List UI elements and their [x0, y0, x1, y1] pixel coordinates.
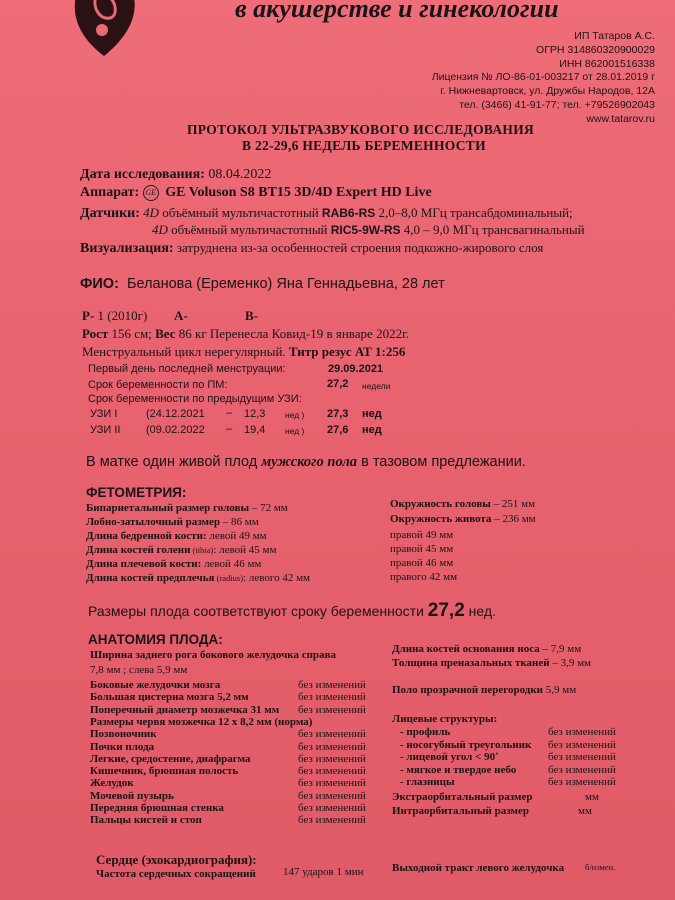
r-label: Р- [82, 308, 95, 323]
anatomy-row-value: без изменений [298, 765, 366, 778]
exam-date-label: Дата исследования: [80, 167, 205, 182]
weight-label: Вес [155, 326, 176, 341]
fetus-line [86, 454, 526, 471]
summary-unit: нед. [464, 603, 496, 619]
anatomy-row-label: Поперечный диаметр мозжечка 31 мм [90, 703, 280, 716]
anatomy-row-label: Кишечник, брюшная полость [90, 765, 239, 778]
fetometry-value: : левого 42 мм [243, 572, 310, 584]
fetometry-label: Окружность головы [390, 498, 491, 510]
fetometry-note: (radius) [214, 573, 244, 583]
uzi-now-unit: нед [362, 424, 382, 436]
anatomy-row-label: Мочевой пузырь [90, 789, 174, 802]
anatomy-row-value: без изменений [298, 691, 366, 704]
device-value: GE Voluson S8 BT15 3D/4D Expert HD Live [165, 185, 432, 201]
fetometry-left-1 [86, 502, 288, 514]
face-row-value: без изменений [548, 738, 616, 751]
anatomy-row-value: без изменений [298, 703, 366, 716]
summary-text: Размеры плода соответствуют сроку беременности [88, 603, 428, 619]
fetometry-value: : левой 45 мм [213, 544, 277, 556]
summary-value: 27,2 [427, 600, 465, 621]
exam-date-value: 08.04.2022 [208, 167, 272, 182]
pm-value: 27,2 [327, 378, 349, 390]
face-row-label: - глазницы [400, 776, 455, 788]
prenasal-row [392, 657, 591, 669]
sensor1-model: RAB6-RS [321, 206, 376, 220]
intra-label: Интраорбитальный размер [392, 805, 530, 817]
anatomy-row-label: Большая цистерна мозга 5,2 мм [90, 691, 249, 704]
intra-value: мм [578, 805, 592, 817]
heart-title: Сердце (эхокардиография): [96, 852, 257, 867]
fetometry-left-2 [86, 516, 259, 528]
weight-value: 86 кг Перенесла Ковид-19 в январе 2022г. [175, 326, 410, 341]
doc-title-line-2: В 22-29,6 НЕДЕЛЬ БЕРЕМЕННОСТИ [242, 138, 486, 153]
anatomy-row-value: без изменений [298, 740, 366, 753]
uzi-dash: – [226, 407, 233, 419]
anatomy-row-label: Размеры червя мозжечка 12 х 8,2 мм (норма) [90, 715, 313, 728]
anatomy-row-value: без изменений [298, 802, 366, 814]
sensor-row-2 [152, 222, 585, 238]
uzi-date: (24.12.2021 [146, 408, 205, 420]
uzi-term: 12,3 [244, 408, 266, 420]
sensor1-tail: 2,0–8,0 МГц трансабдоминальный; [375, 205, 573, 220]
lmp-label: Первый день последней менструации: [88, 363, 286, 375]
fetometry-value: правого 42 мм [390, 571, 458, 583]
fetometry-right-1 [390, 498, 535, 510]
uzi-term: 19,4 [244, 424, 266, 436]
org-line-3: ИНН 862001516338 [559, 58, 655, 70]
face-row-value: без изменений [548, 726, 616, 738]
height-weight-row [82, 326, 409, 342]
fetometry-left-3 [86, 530, 267, 542]
anatomy-row-label: Желудок [90, 777, 134, 790]
anatomy-row-label: Позвоночник [90, 728, 157, 741]
org-line-5: г. Нижневартовск, ул. Дружбы Народов, 12А [440, 85, 655, 97]
fetometry-value: левой 49 мм [206, 530, 267, 542]
anatomy-row-value: без изменений [298, 752, 366, 765]
org-line-4: Лицензия № ЛО-86-01-003217 от 28.01.2019 г [431, 71, 655, 83]
face-row-label: - профиль [400, 726, 451, 738]
uzi-unit: нед ) [285, 426, 305, 436]
nose-row [392, 643, 581, 655]
face-row-label: - носогубный треугольник [400, 738, 532, 751]
uzi-now: 27,3 [327, 408, 349, 420]
prev-label: Срок беременности по предыдущим УЗИ: [88, 393, 302, 405]
uzi-name: УЗИ II [90, 424, 121, 436]
face-row-value: без изменений [548, 763, 616, 776]
org-line-7: www.tatarov.ru [586, 113, 655, 125]
face-row-label: - мягкое и твердое небо [400, 763, 517, 776]
fetometry-label: Длина костей голени [86, 544, 191, 556]
fetus-line-part2: в тазовом предлежании. [357, 454, 526, 470]
device-label: Аппарат: [80, 185, 140, 201]
fetometry-label: Длина бедренной кости: [86, 530, 207, 542]
b-label: В- [245, 308, 258, 323]
height-label: Рост [82, 326, 109, 341]
uzi-now: 27,6 [327, 424, 349, 436]
ge-logo-icon: GE [143, 185, 159, 201]
titer-label: Титр резус АТ 1:256 [288, 344, 406, 359]
anatomy-row-label: Боковые желудочки мозга [90, 679, 221, 691]
uzi-dash: – [226, 423, 233, 435]
extra-value: мм [585, 791, 599, 803]
fetometry-value: – 251 мм [490, 498, 536, 510]
septum-label: Поло прозрачной перегородки [392, 684, 543, 696]
fetometry-right-6 [390, 571, 457, 583]
sensor1-text: объёмный мультичастотный [159, 205, 322, 220]
fetometry-right-5 [390, 557, 453, 569]
a-label: А- [174, 308, 188, 323]
fetometry-left-6 [86, 572, 310, 584]
fetometry-label: Окружность живота [390, 513, 492, 525]
pm-label: Срок беременности по ПМ: [88, 379, 228, 391]
fetometry-label: Бипариетальный размер головы [86, 502, 250, 514]
anatomy-row-value: без изменений [298, 814, 366, 827]
anatomy-row-label: Почки плода [90, 740, 155, 753]
anatomy-row-label: Пальцы кистей и стоп [90, 814, 202, 827]
prenasal-value: – 3,9 мм [549, 657, 591, 669]
sensor1-prefix: 4D [143, 205, 160, 220]
fetus-gender: мужского пола [261, 454, 358, 470]
org-line-6: тел. (3466) 41-91-77; тел. +79526902043 [459, 99, 655, 111]
anatomy-row-label: Передняя брюшная стенка [90, 802, 224, 814]
org-line-1: ИП Татаров А.С. [574, 30, 655, 42]
doc-title-line-1: ПРОТОКОЛ УЛЬТРАЗВУКОВОГО ИССЛЕДОВАНИЯ [187, 122, 535, 137]
sensors-label: Датчики: [80, 206, 140, 221]
fetometry-title: ФЕТОМЕТРИЯ: [86, 485, 187, 500]
fetometry-summary [88, 600, 496, 622]
anatomy-row-value: без изменений [298, 679, 366, 691]
fetometry-value: – 236 мм [491, 513, 536, 525]
fetometry-label: Длина плечевой кости: [86, 558, 202, 570]
face-row-value: без изменений [548, 751, 616, 763]
fetometry-right-4 [390, 543, 453, 555]
anatomy-row-value: без изменений [298, 777, 366, 790]
face-title: Лицевые структуры: [392, 713, 498, 725]
sensor2-text: объёмный мультичастотный [167, 222, 331, 237]
nose-value: – 7,9 мм [539, 643, 582, 655]
fetometry-right-2 [390, 513, 536, 525]
septum-row [392, 684, 576, 696]
sensor2-model: RIC5-9W-RS [330, 223, 401, 237]
sensor-row-1 [80, 205, 573, 222]
fetometry-value: левой 46 мм [201, 558, 262, 570]
device-row [80, 185, 432, 201]
fetometry-right-3 [390, 529, 453, 541]
r-value: 1 (2010г) [94, 308, 148, 323]
uzi-unit: нед ) [285, 410, 305, 420]
cycle-text: Менструальный цикл нерегулярный. [82, 344, 289, 359]
fetometry-value: – 72 мм [249, 502, 288, 514]
fetometry-value: правой 46 мм [390, 557, 454, 569]
visualization-row [80, 240, 543, 257]
anatomy-row-value: без изменений [298, 728, 366, 741]
uzi-name: УЗИ I [90, 408, 118, 420]
fetus-line-part1: В матке один живой плод [86, 454, 262, 470]
heart-rate-label: Частота сердечных сокращений [96, 868, 256, 880]
fetometry-value: правой 45 мм [390, 543, 454, 555]
vis-label: Визуализация: [80, 241, 174, 256]
vis-value: затруднена из-за особенностей строения подкожно-жирового слоя [176, 240, 544, 255]
fetometry-value: правой 49 мм [390, 529, 454, 541]
nose-label: Длина костей основания носа [392, 643, 540, 655]
fetometry-label: Лобно-затылочный размер [86, 516, 221, 528]
ventricle-label: Ширина заднего рога бокового желудочка справа [90, 649, 336, 661]
face-row-value: без изменений [548, 776, 616, 788]
org-line-2: ОГРН 314860320900029 [536, 44, 655, 56]
pm-unit: недели [362, 381, 391, 391]
sensor2-prefix: 4D [152, 222, 168, 237]
r-row [82, 308, 147, 324]
face-row-label: - лицевой угол < 90˚ [400, 751, 499, 763]
outflow-label: Выходной тракт левого желудочка [392, 862, 565, 874]
cycle-row [82, 344, 405, 360]
clinic-logo [70, 0, 142, 60]
ventricle-value: 7,8 мм ; слева 5,9 мм [90, 664, 188, 676]
fetometry-value: – 86 мм [220, 516, 259, 528]
exam-date-row [80, 167, 271, 183]
fetometry-label: Длина костей предплечья [86, 572, 215, 584]
anatomy-row-label: Легкие, средостение, диафрагма [90, 752, 251, 765]
fetometry-left-5 [86, 558, 261, 570]
uzi-date: (09.02.2022 [146, 424, 205, 436]
septum-value: 5,9 мм [543, 684, 577, 696]
fio-row [80, 276, 445, 292]
lmp-value: 29.09.2021 [328, 363, 384, 375]
heart-rate-value: 147 ударов 1 мин [283, 866, 364, 878]
anatomy-row-value: без изменений [298, 789, 366, 802]
height-value: 156 см; [108, 326, 152, 341]
fetometry-left-4 [86, 544, 276, 556]
fio-value: Беланова (Еременко) Яна Геннадьевна, 28 лет [126, 276, 445, 292]
prenasal-label: Толщина преназальных тканей [392, 657, 550, 669]
extra-label: Экстраорбитальный размер [392, 791, 533, 803]
fetometry-note: (tibia) [190, 545, 214, 555]
sensor2-tail: 4,0 – 9,0 МГц трансвагинальный [400, 222, 585, 237]
fio-label: ФИО: [80, 276, 119, 292]
uzi-now-unit: нед [362, 408, 382, 420]
clinic-title: в акушерстве и гинекологии [235, 0, 559, 23]
anatomy-title: АНАТОМИЯ ПЛОДА: [88, 632, 223, 647]
outflow-value: б/измен. [585, 862, 616, 872]
